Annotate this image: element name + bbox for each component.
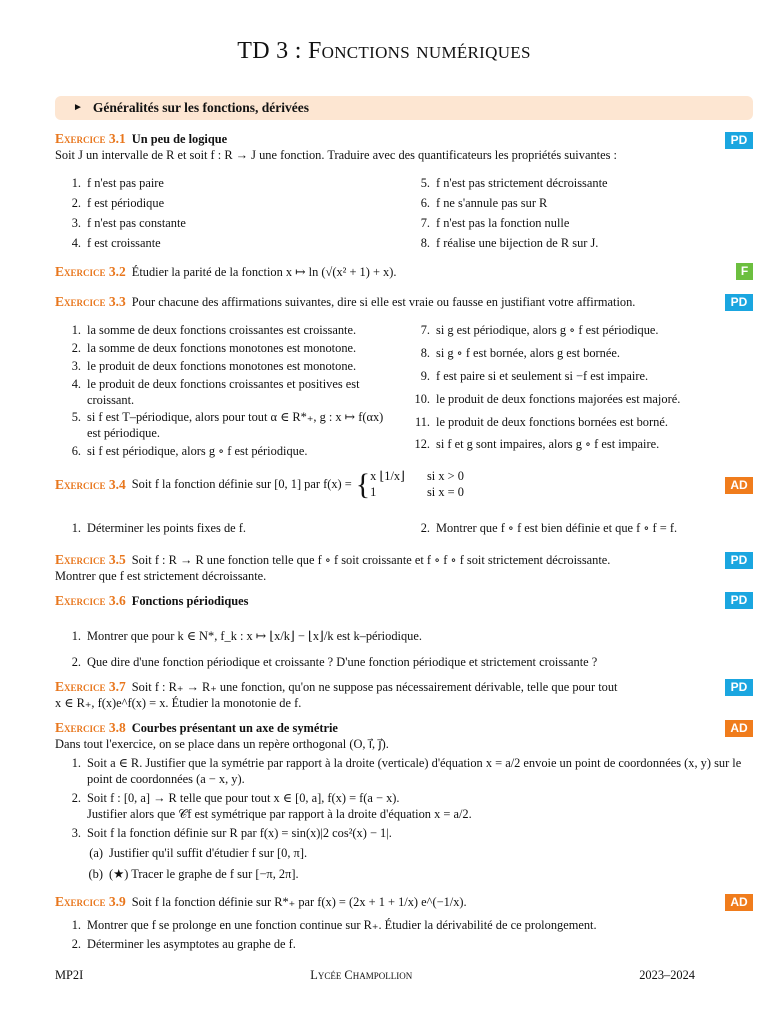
footer-year: 2023–2024	[639, 968, 695, 982]
exercise-statement: Soit f la fonction définie sur R*₊ par f(x) = (2x + 1 + 1/x) e^(−1/x).	[131, 895, 467, 909]
exercise-3-7	[55, 678, 753, 712]
page-title: TD 3 : Fonctions numériques	[237, 38, 531, 64]
list-item: 2. Que dire d'une fonction périodique et croissante ? D'une fonction périodique et strictement croissante ?	[71, 654, 598, 669]
section-title: Généralités sur les fonctions, dérivées	[92, 100, 309, 116]
difficulty-badge: F	[736, 263, 753, 280]
exercise-3-8-list	[55, 756, 753, 887]
footer-class: MP2I	[55, 968, 84, 982]
exercise-3-1	[55, 130, 753, 164]
list-item: 11. le produit de deux fonctions bornées est borné.	[414, 414, 668, 429]
exercise-3-9-list	[55, 918, 753, 957]
list-item: 12. si f et g sont impaires, alors g ∘ f est impaire.	[414, 437, 660, 452]
brace: {	[355, 467, 371, 501]
exercise-3-8	[55, 719, 753, 753]
exercise-number: Exercice 3.8	[55, 720, 126, 735]
difficulty-badge: AD	[725, 720, 753, 737]
exercise-3-4-list	[55, 521, 753, 541]
list-item: 7. si g est périodique, alors g ∘ f est périodique.	[420, 323, 659, 337]
exercise-3-1-list	[55, 176, 753, 256]
difficulty-badge: PD	[725, 294, 753, 311]
exercise-3-9	[55, 893, 753, 911]
list-item: 6. f ne s'annule pas sur R	[420, 195, 548, 210]
exercise-title: Un peu de logique	[131, 132, 228, 146]
exercise-statement-cont: Montrer que f est strictement décroissante.	[55, 568, 267, 583]
exercise-number: Exercice 3.3	[55, 294, 126, 309]
list-item: 3. Soit f la fonction définie sur R par f(x) = sin(x)|2 cos²(x) − 1|.	[71, 825, 392, 840]
exercise-3-4	[55, 469, 753, 501]
exercise-statement: Soit f la fonction définie sur [0, 1] par f(x) =	[131, 476, 352, 491]
list-item: 8. f réalise une bijection de R sur J.	[420, 235, 599, 250]
difficulty-badge: PD	[725, 132, 753, 149]
list-item: 3. f n'est pas constante	[71, 215, 186, 230]
list-item: 2. la somme de deux fonctions monotones est monotone.	[71, 340, 357, 355]
piecewise-definition: x ⌊1/x⌋ si x > 0 1 si x = 0	[370, 469, 464, 499]
list-item: 8. si g ∘ f est bornée, alors g est bornée.	[420, 345, 620, 360]
list-item: 3. le produit de deux fonctions monotones est monotone.	[71, 358, 357, 373]
list-item: 10. le produit de deux fonctions majorées est majoré.	[414, 391, 681, 406]
section-header	[55, 96, 753, 120]
exercise-title: Courbes présentant un axe de symétrie	[131, 721, 338, 735]
list-item: 2. Déterminer les asymptotes au graphe de f.	[71, 936, 296, 951]
exercise-statement: Soit f : R₊ → R₊ une fonction, qu'on ne suppose pas nécessairement dérivable, telle que pour tout	[131, 680, 618, 694]
exercise-statement: Dans tout l'exercice, on se place dans un repère orthogonal (O, i⃗, j⃗).	[55, 736, 389, 751]
exercise-3-6	[55, 592, 753, 610]
exercise-3-2	[55, 263, 753, 281]
list-item: 1. Montrer que f se prolonge en une fonction continue sur R₊. Étudier la dérivabilité de ce prolongement.	[71, 918, 597, 932]
exercise-statement: Pour chacune des affirmations suivantes, dire si elle est vraie ou fausse en justifiant votre affirmation.	[131, 295, 636, 309]
difficulty-badge: PD	[725, 679, 753, 696]
triangle-bullet-icon: ►	[73, 101, 83, 113]
exercise-3-3-list	[55, 323, 753, 462]
exercise-number: Exercice 3.5	[55, 552, 126, 567]
sub-list-item: (b) (★) Tracer le graphe de f sur [−π, 2π].	[88, 867, 299, 882]
list-item: 1. f n'est pas paire	[71, 176, 164, 190]
list-item: 1. Soit a ∈ R. Justifier que la symétrie par rapport à la droite (verticale) d'équation x = a/2 envoie un point de coordonnées (x, y) sur le point de coordonnées (a − x, y).	[71, 756, 742, 786]
list-item: 1. Déterminer les points fixes de f.	[71, 521, 246, 535]
list-item: 1. la somme de deux fonctions croissantes est croissante.	[71, 323, 357, 337]
exercise-statement: Soit f : R → R une fonction telle que f ∘ f soit croissante et f ∘ f ∘ f soit strictement décroissante.	[131, 553, 611, 567]
difficulty-badge: PD	[725, 552, 753, 569]
list-item: 1. Montrer que pour k ∈ N*, f_k : x ↦ ⌊x/k⌋ − ⌊x⌋/k est k–périodique.	[71, 629, 422, 643]
exercise-number: Exercice 3.9	[55, 894, 126, 909]
exercise-3-3	[55, 293, 753, 311]
list-item: 2. Montrer que f ∘ f est bien définie et que f ∘ f = f.	[420, 521, 678, 535]
list-item: 5. si f est T–périodique, alors pour tout α ∈ R*₊, g : x ↦ f(αx) est périodique.	[71, 410, 384, 441]
exercise-statement: Étudier la parité de la fonction x ↦ ln (√(x² + 1) + x).	[131, 265, 397, 279]
footer-school: Lycée Champollion	[310, 968, 413, 982]
difficulty-badge: AD	[725, 477, 753, 494]
exercise-3-5	[55, 551, 753, 585]
exercise-number: Exercice 3.4	[55, 477, 126, 493]
exercise-number: Exercice 3.6	[55, 593, 126, 608]
list-item: 4. f est croissante	[71, 235, 161, 250]
exercise-statement: Soit J un intervalle de R et soit f : R → J une fonction. Traduire avec des quantificateurs les propriétés suivantes :	[55, 147, 617, 162]
list-item: 5. f n'est pas strictement décroissante	[420, 176, 608, 190]
difficulty-badge: PD	[725, 592, 753, 609]
list-item: 9. f est paire si et seulement si −f est impaire.	[420, 368, 649, 383]
list-item: 6. si f est périodique, alors g ∘ f est périodique.	[71, 444, 308, 459]
page-footer	[55, 968, 695, 984]
list-item: 4. le produit de deux fonctions croissantes et positives est croissant.	[71, 376, 360, 407]
sub-list-item: (a) Justifier qu'il suffit d'étudier f sur [0, π].	[89, 846, 308, 861]
exercise-number: Exercice 3.7	[55, 679, 126, 694]
difficulty-badge: AD	[725, 894, 753, 911]
exercise-title: Fonctions périodiques	[131, 594, 249, 608]
exercise-number: Exercice 3.1	[55, 131, 126, 146]
list-item: 2. f est périodique	[71, 195, 165, 210]
list-item: Justifier alors que 𝒞f est symétrique par rapport à la droite d'équation x = a/2.	[87, 806, 472, 821]
exercise-statement-cont: x ∈ R₊, f(x)e^f(x) = x. Étudier la monotonie de f.	[55, 695, 302, 710]
list-item: 2. Soit f : [0, a] → R telle que pour tout x ∈ [0, a], f(x) = f(a − x).	[71, 790, 400, 805]
exercise-3-6-list	[55, 629, 753, 675]
exercise-number: Exercice 3.2	[55, 264, 126, 279]
list-item: 7. f n'est pas la fonction nulle	[420, 215, 570, 230]
